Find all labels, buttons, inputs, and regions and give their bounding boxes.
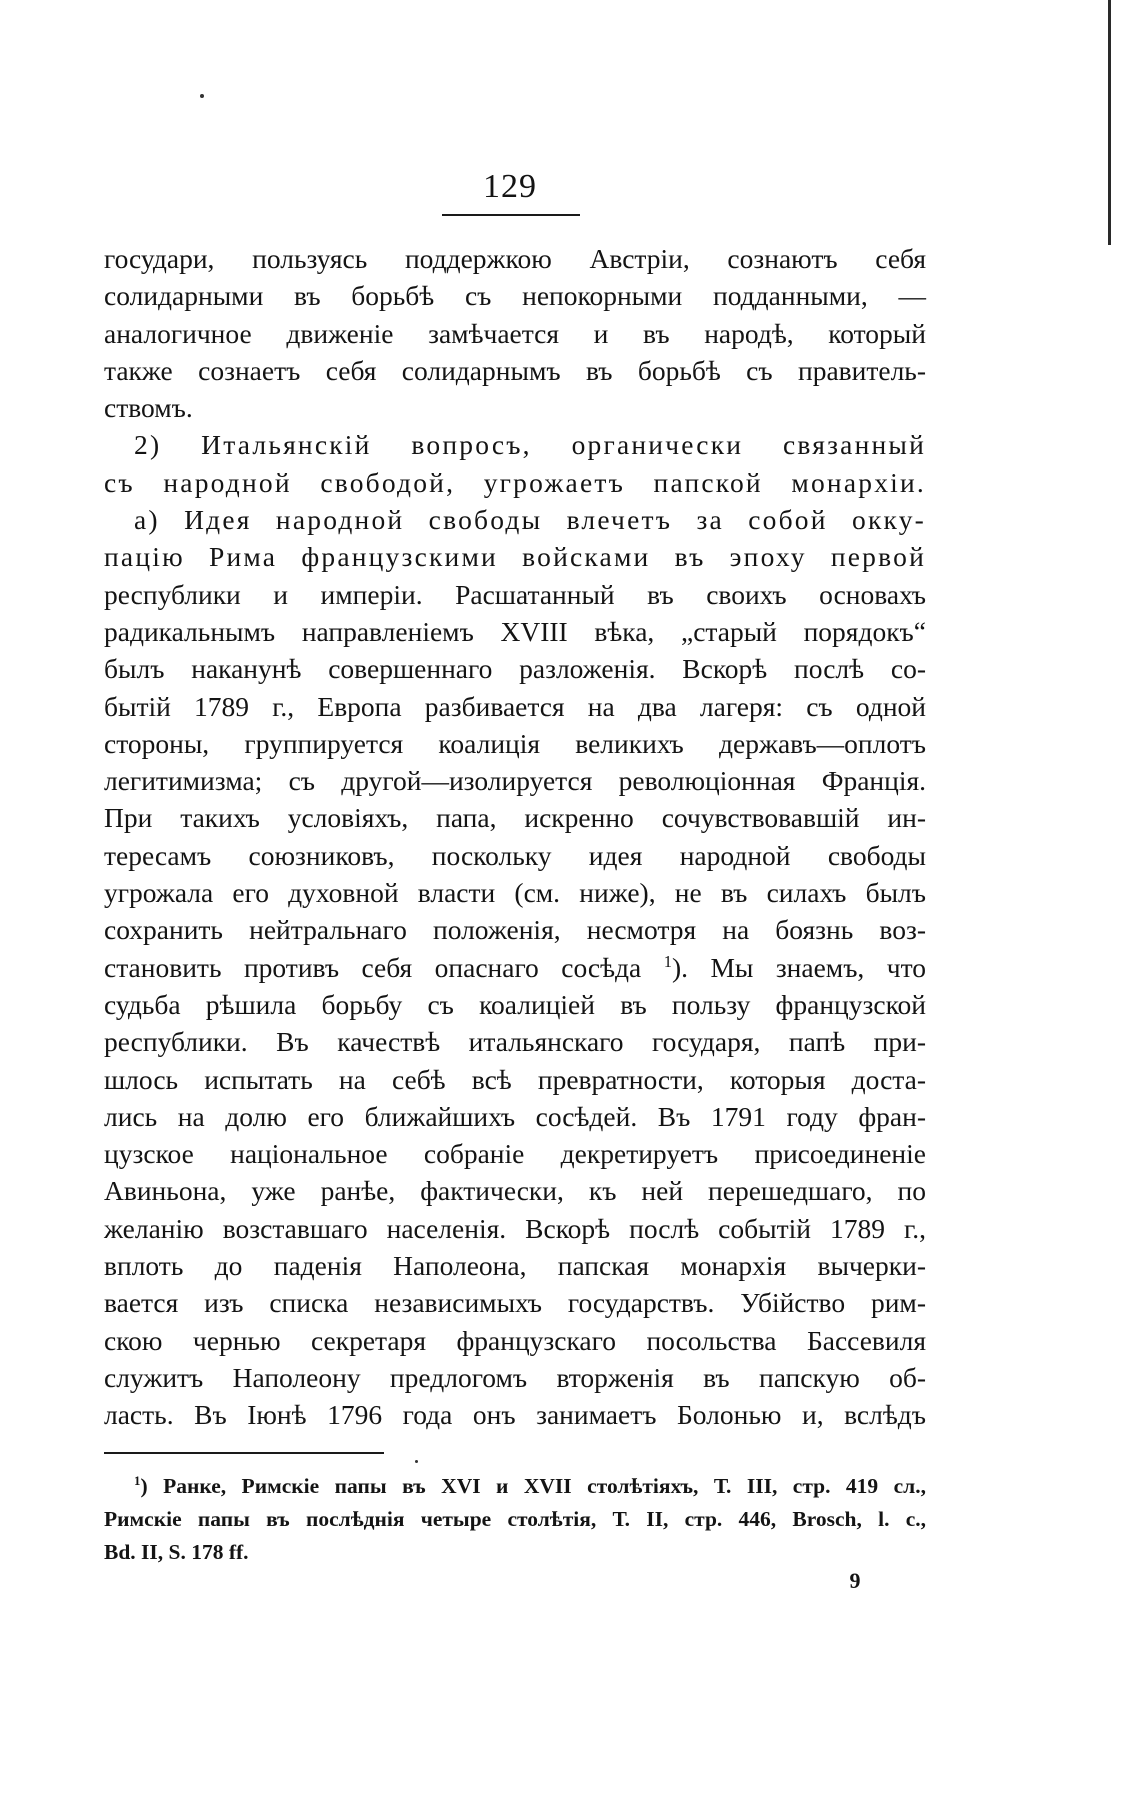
footnotes (104, 1470, 926, 1569)
text-segment: ). Мы знаемъ, что (671, 951, 926, 983)
text-line: Авиньона, уже ранѣе, фактически, къ ней перешедшаго, по (104, 1175, 926, 1207)
text-line: скою чернью секретаря французскаго посольства Бассевиля (104, 1324, 926, 1356)
page-number: 129 (483, 168, 537, 205)
text-line: былъ наканунѣ совершеннаго разложенія. Вскорѣ послѣ со- (104, 653, 926, 685)
text-line: солидарными въ борьбѣ съ непокорными подданными, — (104, 280, 926, 312)
printer-signature-mark: 9 (849, 1568, 861, 1593)
text-line: сохранить нейтральнаго положенія, несмотря на боязнь воз- (104, 914, 926, 946)
text-line: желанію возставшаго населенія. Вскорѣ послѣ событій 1789 г., (104, 1212, 926, 1244)
print-speck (415, 1460, 418, 1463)
text-line: также сознаетъ себя солидарнымъ въ борьбѣ съ правитель- (104, 354, 926, 386)
text-line: При такихъ условіяхъ, папа, искренно сочувствовавшій ин- (104, 802, 926, 834)
footnote-line: Bd. II, S. 178 ff. (104, 1540, 249, 1564)
footnote-text: ) Ранке, Римскіе папы въ XVI и XVII столѣтіяхъ, Т. III, стр. 419 сл., (140, 1474, 926, 1498)
text-line: пацію Рима французскими войсками въ эпоху первой (104, 541, 926, 573)
text-segment: становить противъ себя опаснаго сосѣда (104, 951, 642, 983)
print-speck (200, 94, 204, 98)
text-line: вплоть до паденія Наполеона, папская монархія вычерки- (104, 1250, 926, 1282)
footnote-line (104, 1470, 926, 1503)
text-line: угрожала его духовной власти (см. ниже), не въ силахъ былъ (104, 877, 926, 909)
text-line: служитъ Наполеону предлогомъ вторженія въ папскую об- (104, 1361, 926, 1393)
text-line: а) Идея народной свободы влечетъ за собой окку- (134, 504, 926, 536)
footnote-number: 1 (134, 1473, 141, 1488)
body-text (104, 240, 926, 1434)
text-line: бытій 1789 г., Европа разбивается на два лагеря: съ одной (104, 690, 926, 722)
text-line: республики и имперіи. Расшатанный въ своихъ основахъ (104, 578, 926, 610)
text-line: государи, пользуясь поддержкою Австріи, сознаютъ себя (104, 243, 926, 274)
text-line: вается изъ списка независимыхъ государствъ. Убійство рим- (104, 1287, 926, 1319)
text-line: легитимизма; съ другой—изолируется революціонная Франція. (104, 765, 926, 797)
page-edge-shadow (1108, 0, 1111, 245)
text-line: шлось испытать на себѣ всѣ превратности, которыя доста- (104, 1063, 926, 1095)
text-line: судьба рѣшила борьбу съ коалиціей въ пользу французской (104, 988, 926, 1020)
text-line: ствомъ. (104, 392, 193, 424)
text-line: лись на долю его ближайшихъ сосѣдей. Въ 1791 году фран- (104, 1100, 926, 1132)
section-heading-line: 2) Итальянскій вопросъ, органически связанный (134, 429, 926, 461)
text-line-with-footnote-ref (104, 949, 926, 986)
text-line: аналогичное движеніе замѣчается и въ народѣ, который (104, 317, 926, 349)
footnote-separator (104, 1452, 384, 1454)
footnote-ref-marker[interactable]: 1 (663, 951, 672, 971)
text-line: ласть. Въ Іюнѣ 1796 года онъ занимаетъ Болонью и, вслѣдъ (104, 1399, 926, 1431)
text-line: цузское національное собраніе декретируетъ присоединеніе (104, 1138, 926, 1170)
page-number-rule (442, 214, 580, 216)
section-heading-line: съ народной свободой, угрожаетъ папской монархіи. (104, 466, 926, 498)
text-line: радикальнымъ направленіемъ XVIII вѣка, „старый порядокъ“ (104, 615, 926, 647)
footnote-line: Римскіе папы въ послѣднія четыре столѣтія, Т. II, стр. 446, Brosch, l. c., (104, 1507, 926, 1531)
text-line: стороны, группируется коалиція великихъ державъ—оплотъ (104, 727, 926, 759)
text-line: республики. Въ качествѣ итальянскаго государя, папѣ при- (104, 1026, 926, 1058)
text-line: тересамъ союзниковъ, поскольку идея народной свободы (104, 839, 926, 871)
